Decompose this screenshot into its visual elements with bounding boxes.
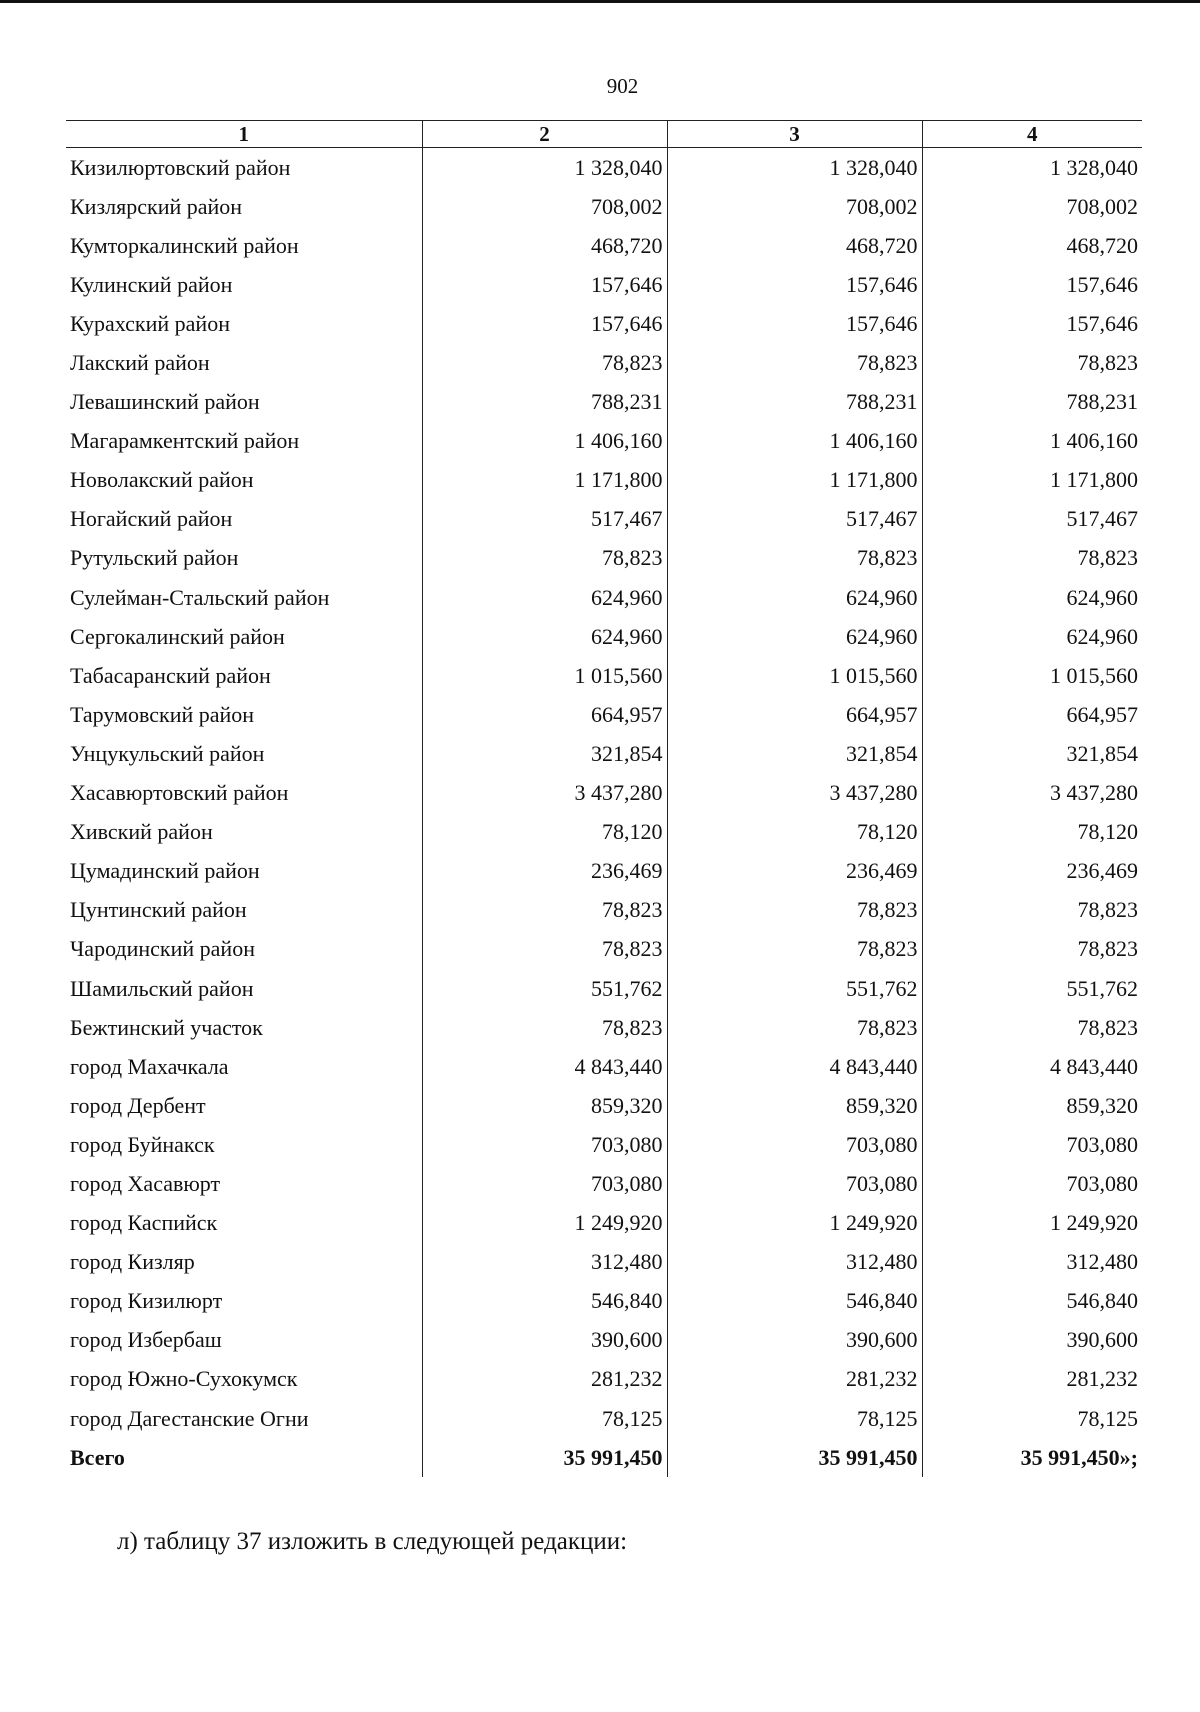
column-3-value: 624,960 [667,617,922,656]
district-name-cell: Бежтинский участок [70,1014,263,1040]
district-name-cell: Чародинский район [70,936,255,962]
table-row [66,304,1142,343]
table-row [66,852,1142,891]
table-row [66,656,1142,695]
district-name-cell: Рутульский район [70,545,239,571]
column-2-value: 78,823 [422,930,667,969]
table-row [66,343,1142,382]
column-2-value: 78,823 [422,1008,667,1047]
column-3-value: 1 328,040 [667,148,922,188]
column-3-value: 236,469 [667,852,922,891]
column-2-value: 1 328,040 [422,148,667,188]
column-3-value: 157,646 [667,265,922,304]
column-4-value: 78,125 [922,1399,1142,1438]
column-header-4: 4 [922,121,1142,148]
district-name-cell: Новолакский район [70,467,254,493]
district-name-cell: Кумторкалинский район [70,232,299,258]
table-row [66,734,1142,773]
column-3-value: 703,080 [667,1125,922,1164]
column-2-value: 78,120 [422,813,667,852]
table-row [66,1243,1142,1282]
column-4-value: 78,823 [922,891,1142,930]
district-name-cell: город Дагестанские Огни [70,1405,309,1431]
column-4-value: 157,646 [922,304,1142,343]
table-row [66,930,1142,969]
column-3-value: 78,823 [667,343,922,382]
table-row [66,1164,1142,1203]
column-4-value: 236,469 [922,852,1142,891]
district-name-cell: город Каспийск [70,1210,218,1236]
column-4-value: 78,823 [922,343,1142,382]
column-4-value: 1 328,040 [922,148,1142,188]
column-4-value: 859,320 [922,1086,1142,1125]
column-2-value: 551,762 [422,969,667,1008]
column-2-value: 624,960 [422,617,667,656]
table-row [66,1008,1142,1047]
table-row [66,969,1142,1008]
district-name-cell: Лакский район [70,350,210,376]
district-name-cell: Шамильский район [70,975,254,1001]
table-row [66,1086,1142,1125]
district-name-cell: Ногайский район [70,506,233,532]
table-row [66,1282,1142,1321]
table-row [66,422,1142,461]
district-name-cell: Сергокалинский район [70,623,285,649]
total-column-3-value: 35 991,450 [667,1438,922,1477]
column-2-value: 4 843,440 [422,1047,667,1086]
column-4-value: 1 171,800 [922,461,1142,500]
column-3-value: 788,231 [667,383,922,422]
column-4-value: 703,080 [922,1125,1142,1164]
column-4-value: 664,957 [922,695,1142,734]
column-4-value: 4 843,440 [922,1047,1142,1086]
district-name-cell: Кулинский район [70,271,233,297]
column-3-value: 1 249,920 [667,1204,922,1243]
column-4-value: 468,720 [922,226,1142,265]
column-2-value: 236,469 [422,852,667,891]
column-3-value: 1 015,560 [667,656,922,695]
column-3-value: 321,854 [667,734,922,773]
district-name-cell: город Хасавюрт [70,1170,221,1196]
table-row [66,617,1142,656]
table-row [66,695,1142,734]
table-row [66,891,1142,930]
column-4-value: 551,762 [922,969,1142,1008]
column-4-value: 624,960 [922,617,1142,656]
district-name-cell: Хасавюртовский район [70,780,289,806]
table-row [66,774,1142,813]
top-rule [0,0,1200,3]
district-name-cell: Кизилюртовский район [70,154,291,180]
column-3-value: 1 406,160 [667,422,922,461]
column-3-value: 468,720 [667,226,922,265]
table-row [66,1360,1142,1399]
table-row [66,187,1142,226]
district-name-cell: город Кизляр [70,1249,195,1275]
column-2-value: 312,480 [422,1243,667,1282]
table-row [66,539,1142,578]
column-header-3: 3 [667,121,922,148]
column-2-value: 546,840 [422,1282,667,1321]
district-name-cell: город Буйнакск [70,1131,215,1157]
column-4-value: 312,480 [922,1243,1142,1282]
district-name-cell: город Махачкала [70,1053,229,1079]
column-3-value: 859,320 [667,1086,922,1125]
table-row [66,500,1142,539]
district-name-cell: Магарамкентский район [70,428,300,454]
column-3-value: 708,002 [667,187,922,226]
table-row [66,813,1142,852]
column-2-value: 788,231 [422,383,667,422]
column-2-value: 390,600 [422,1321,667,1360]
district-name-cell: Хивский район [70,819,213,845]
column-4-value: 1 015,560 [922,656,1142,695]
column-2-value: 708,002 [422,187,667,226]
column-2-value: 78,823 [422,539,667,578]
column-3-value: 78,125 [667,1399,922,1438]
total-column-4-value: 35 991,450»; [922,1438,1142,1477]
column-4-value: 390,600 [922,1321,1142,1360]
total-column-2-value: 35 991,450 [422,1438,667,1477]
district-name-cell: город Кизилюрт [70,1288,223,1314]
column-3-value: 78,120 [667,813,922,852]
column-header-2: 2 [422,121,667,148]
column-3-value: 546,840 [667,1282,922,1321]
table-body [66,148,1142,1478]
table-header-row [66,121,1142,148]
column-2-value: 281,232 [422,1360,667,1399]
district-name-cell: Курахский район [70,310,230,336]
column-3-value: 390,600 [667,1321,922,1360]
column-4-value: 281,232 [922,1360,1142,1399]
table-row [66,578,1142,617]
district-name-cell: Тарумовский район [70,701,255,727]
column-4-value: 1 406,160 [922,422,1142,461]
column-2-value: 78,125 [422,1399,667,1438]
column-2-value: 1 249,920 [422,1204,667,1243]
column-4-value: 546,840 [922,1282,1142,1321]
column-2-value: 1 406,160 [422,422,667,461]
column-4-value: 1 249,920 [922,1204,1142,1243]
column-2-value: 517,467 [422,500,667,539]
column-2-value: 468,720 [422,226,667,265]
district-name-cell: Кизлярский район [70,193,243,219]
column-3-value: 78,823 [667,1008,922,1047]
column-2-value: 664,957 [422,695,667,734]
table-row [66,148,1142,188]
column-2-value: 78,823 [422,891,667,930]
table-row [66,1125,1142,1164]
table-row [66,1399,1142,1438]
column-4-value: 517,467 [922,500,1142,539]
district-name-cell: Цунтинский район [70,897,247,923]
district-name-cell: город Южно-Сухокумск [70,1366,298,1392]
total-row [66,1438,1142,1477]
column-4-value: 321,854 [922,734,1142,773]
table-row [66,1321,1142,1360]
district-name-cell: Унцукульский район [70,740,265,766]
column-3-value: 517,467 [667,500,922,539]
table-row [66,226,1142,265]
total-label: Всего [70,1444,125,1470]
column-3-value: 3 437,280 [667,774,922,813]
column-2-value: 624,960 [422,578,667,617]
column-3-value: 78,823 [667,930,922,969]
column-4-value: 157,646 [922,265,1142,304]
column-3-value: 551,762 [667,969,922,1008]
column-4-value: 78,823 [922,539,1142,578]
column-4-value: 3 437,280 [922,774,1142,813]
column-3-value: 624,960 [667,578,922,617]
amendment-note: л) таблицу 37 изложить в следующей редакции: [117,1528,628,1555]
column-3-value: 664,957 [667,695,922,734]
page-number: 902 [606,74,639,98]
allocation-table [66,120,1142,1477]
column-2-value: 703,080 [422,1164,667,1203]
column-4-value: 703,080 [922,1164,1142,1203]
column-3-value: 281,232 [667,1360,922,1399]
column-2-value: 157,646 [422,265,667,304]
column-2-value: 1 015,560 [422,656,667,695]
column-2-value: 703,080 [422,1125,667,1164]
column-4-value: 78,823 [922,930,1142,969]
column-3-value: 78,823 [667,891,922,930]
table-row [66,1047,1142,1086]
column-2-value: 157,646 [422,304,667,343]
column-4-value: 78,120 [922,813,1142,852]
column-3-value: 703,080 [667,1164,922,1203]
district-name-cell: Цумадинский район [70,858,260,884]
column-3-value: 157,646 [667,304,922,343]
table-row [66,1204,1142,1243]
column-3-value: 1 171,800 [667,461,922,500]
district-name-cell: Сулейман-Стальский район [70,584,330,610]
column-3-value: 312,480 [667,1243,922,1282]
table-row [66,265,1142,304]
column-4-value: 708,002 [922,187,1142,226]
column-4-value: 78,823 [922,1008,1142,1047]
district-name-cell: город Избербаш [70,1327,222,1353]
column-4-value: 788,231 [922,383,1142,422]
district-name-cell: город Дербент [70,1092,206,1118]
column-header-1: 1 [66,121,422,148]
column-2-value: 3 437,280 [422,774,667,813]
column-3-value: 4 843,440 [667,1047,922,1086]
column-2-value: 859,320 [422,1086,667,1125]
column-2-value: 78,823 [422,343,667,382]
district-name-cell: Табасаранский район [70,662,271,688]
column-2-value: 1 171,800 [422,461,667,500]
column-4-value: 624,960 [922,578,1142,617]
column-2-value: 321,854 [422,734,667,773]
district-name-cell: Левашинский район [70,389,260,415]
column-3-value: 78,823 [667,539,922,578]
table-row [66,383,1142,422]
table-row [66,461,1142,500]
